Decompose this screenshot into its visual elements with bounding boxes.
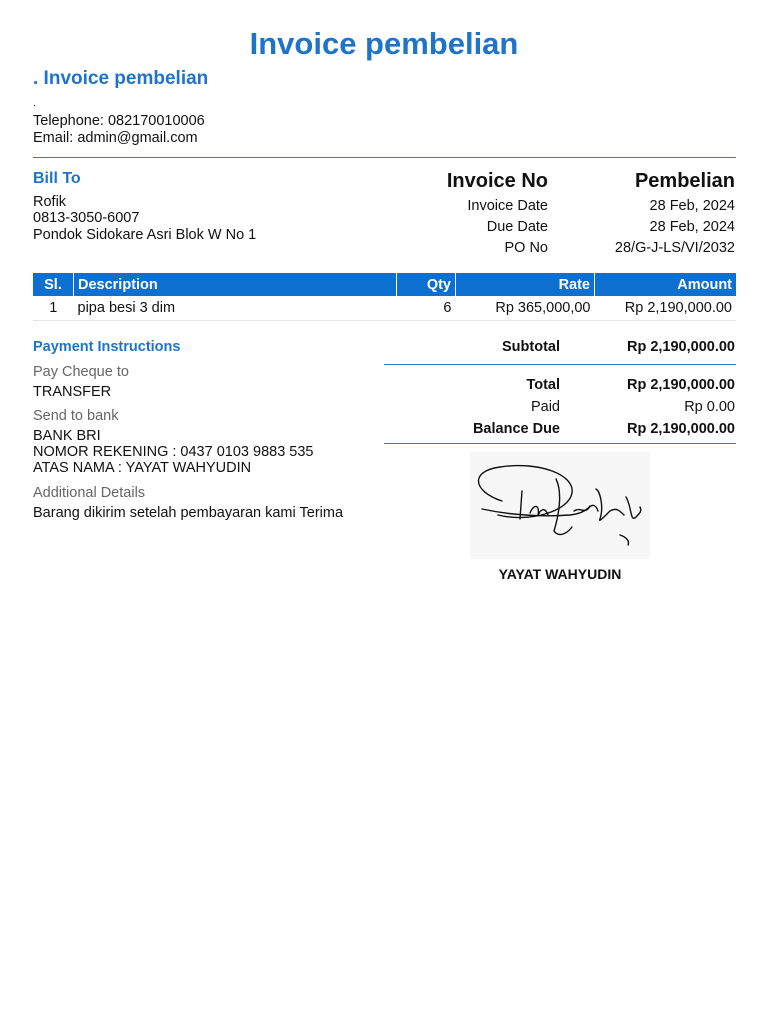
total-label: Total <box>526 377 560 393</box>
bank-name: BANK BRI <box>33 428 101 444</box>
payment-instructions-heading: Payment Instructions <box>33 339 181 355</box>
signature-image <box>470 451 650 559</box>
col-header-qty: Qty <box>397 273 456 296</box>
balance-due-label: Balance Due <box>472 421 560 437</box>
bill-to-name: Rofik <box>33 194 67 210</box>
pay-cheque-label: Pay Cheque to <box>33 364 129 380</box>
bill-to-address: Pondok Sidokare Asri Blok W No 1 <box>33 227 257 243</box>
due-date-label: Due Date <box>486 219 548 235</box>
additional-details-value: Barang dikirim setelah pembayaran kami Terima <box>33 505 344 521</box>
total-value: Rp 2,190,000.00 <box>626 377 735 393</box>
col-header-amount: Amount <box>595 273 737 296</box>
paid-label: Paid <box>530 399 560 415</box>
subtotal-label: Subtotal <box>502 339 560 355</box>
bill-to-heading: Bill To <box>33 170 81 187</box>
additional-details-label: Additional Details <box>33 485 146 501</box>
cell-amount: Rp 2,190,000.00 <box>595 296 737 321</box>
cell-description: pipa besi 3 dim <box>74 296 397 321</box>
col-header-description: Description <box>74 273 397 296</box>
paid-value: Rp 0.00 <box>684 399 735 415</box>
bank-account-holder: ATAS NAMA : YAYAT WAHYUDIN <box>33 460 252 476</box>
bill-to-phone: 0813-3050-6007 <box>33 210 140 226</box>
totals-divider <box>384 443 736 444</box>
company-dot: . <box>33 98 36 109</box>
send-to-bank-label: Send to bank <box>33 408 119 424</box>
company-email: Email: admin@gmail.com <box>33 130 198 146</box>
col-header-sl: Sl. <box>33 273 74 296</box>
table-row <box>33 296 736 321</box>
items-table <box>33 273 736 321</box>
invoice-no-label: Invoice No <box>446 170 548 192</box>
header-divider <box>33 157 736 158</box>
subtotal-divider <box>384 364 736 365</box>
cell-sl: 1 <box>33 296 74 321</box>
cell-rate: Rp 365,000,00 <box>456 296 595 321</box>
signature-scribble-icon <box>470 451 650 559</box>
cell-qty: 6 <box>397 296 456 321</box>
company-telephone: Telephone: 082170010006 <box>33 113 205 129</box>
items-header-row <box>33 273 736 296</box>
invoice-date-label: Invoice Date <box>467 198 548 214</box>
col-header-rate: Rate <box>456 273 595 296</box>
po-no-value: 28/G-J-LS/VI/2032 <box>614 240 735 256</box>
pay-cheque-value: TRANSFER <box>33 384 112 400</box>
subtotal-value: Rp 2,190,000.00 <box>626 339 735 355</box>
signatory-name: YAYAT WAHYUDIN <box>498 566 622 582</box>
balance-due-value: Rp 2,190,000.00 <box>626 421 735 437</box>
invoice-no-value: Pembelian <box>634 170 735 192</box>
bank-account-number: NOMOR REKENING : 0437 0103 9883 535 <box>33 444 314 460</box>
po-no-label: PO No <box>504 240 548 256</box>
company-name: . Invoice pembelian <box>33 68 209 89</box>
invoice-date-value: 28 Feb, 2024 <box>649 198 735 214</box>
page-title: Invoice pembelian <box>249 26 519 61</box>
due-date-value: 28 Feb, 2024 <box>649 219 735 235</box>
